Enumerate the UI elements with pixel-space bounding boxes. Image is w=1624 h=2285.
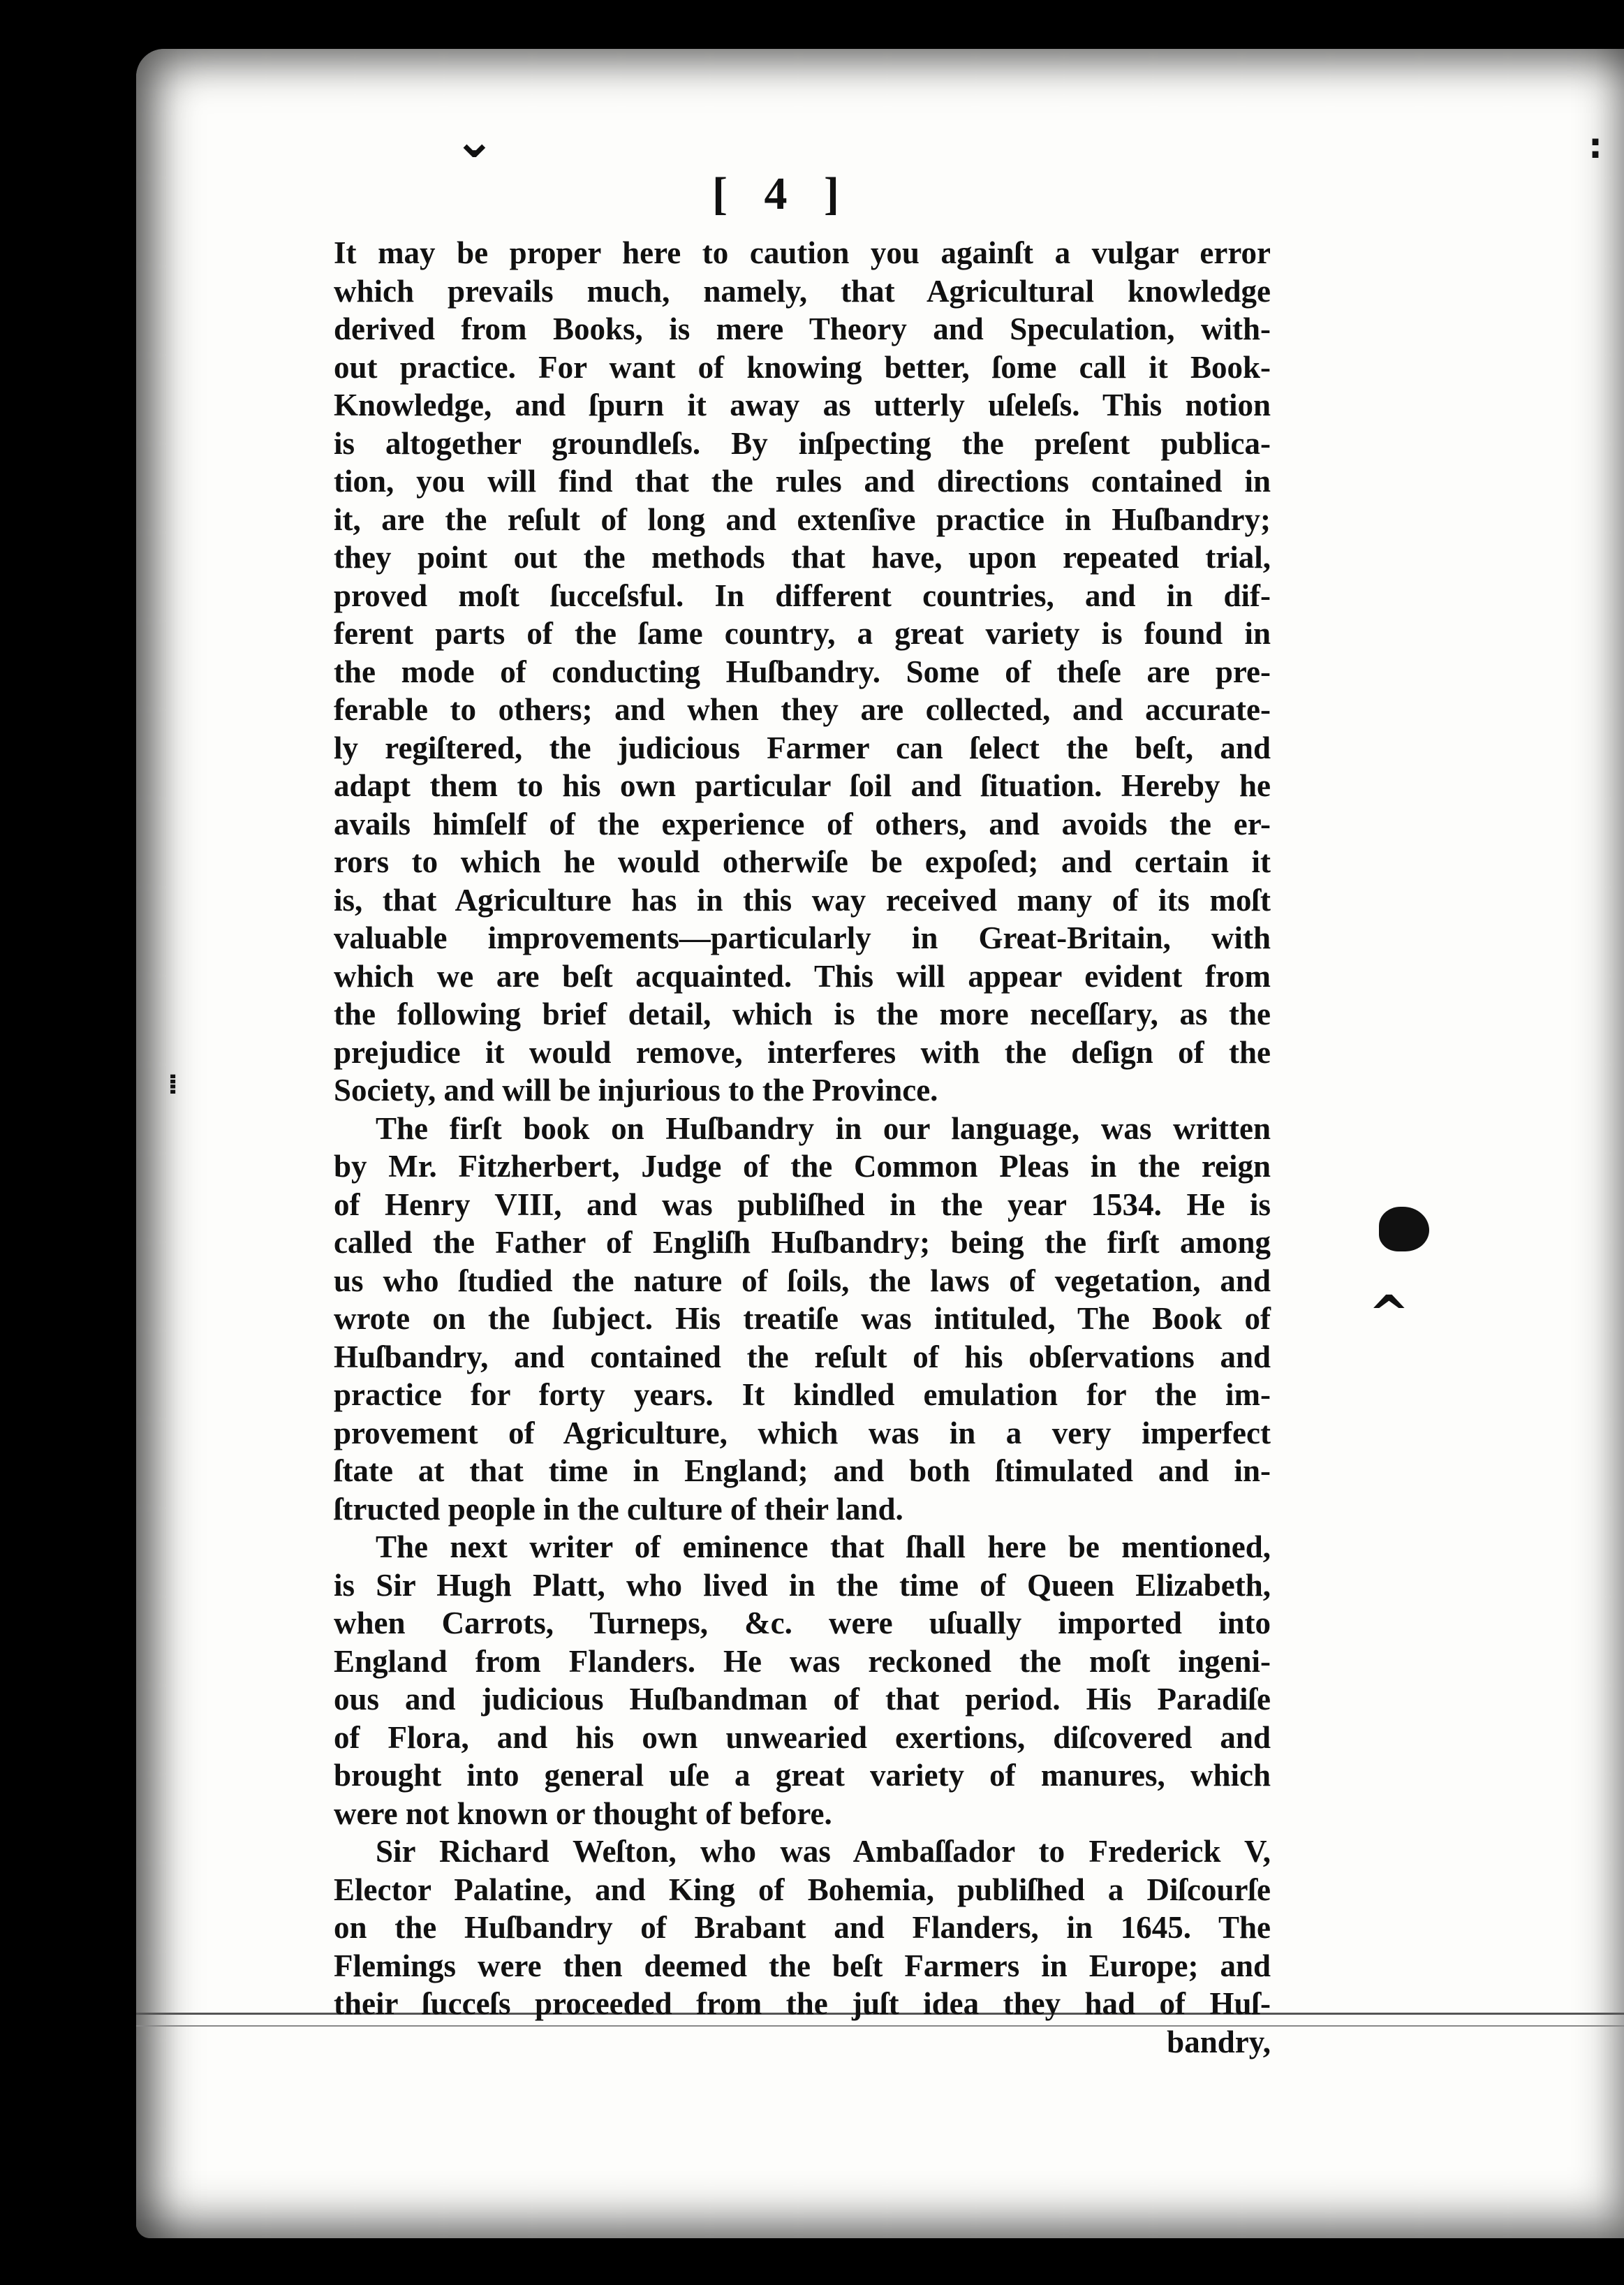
text-line: derived from Books, is mere Theory and Speculation, with- [334, 311, 1271, 346]
ink-blot [1379, 1207, 1429, 1251]
text-line: the following brief detail, which is the more neceſſary, as the [334, 997, 1271, 1031]
text-line: it, are the reſult of long and extenſive practice in Huſbandry; [334, 501, 1271, 537]
text-line: It may be proper here to caution you againſt a vulgar error [334, 235, 1271, 270]
text-line: valuable improvements—particularly in Great-Britain, with [334, 920, 1271, 955]
text-line: practice for forty years. It kindled emulation for the im- [334, 1377, 1271, 1412]
text-line: ſtructed people in the culture of their land. [334, 1491, 903, 1527]
text-line: when Carrots, Turneps, &c. were uſually imported into [334, 1606, 1271, 1640]
text-line: ly regiſtered, the judicious Farmer can ſelect the beſt, and [334, 730, 1271, 765]
text-line: Sir Richard Weſton, who was Ambaſſador to Frederick V, [376, 1834, 1271, 1869]
text-line: by Mr. Fitzherbert, Judge of the Common Pleas in the reign [334, 1149, 1271, 1184]
text-line: is altogether groundleſs. By inſpecting the preſent publica- [334, 425, 1271, 461]
text-line: provement of Agriculture, which was in a very imperfect [334, 1415, 1271, 1450]
text-line: their ſucceſs proceeded from the juſt idea they had of Huſ- [334, 1986, 1271, 2021]
text-line: The next writer of eminence that ſhall here be mentioned, [376, 1529, 1271, 1564]
text-line: which prevails much, namely, that Agricultural knowledge [334, 273, 1271, 309]
text-line: us who ſtudied the nature of ſoils, the laws of vegetation, and [334, 1263, 1271, 1298]
text-line: the mode of conducting Huſbandry. Some of theſe are pre- [334, 654, 1271, 689]
text-line: wrote on the ſubject. His treatiſe was intituled, The Book of [334, 1301, 1271, 1336]
text-line: rors to which he would otherwiſe be expoſed; and certain it [334, 844, 1271, 879]
text-line: is Sir Hugh Platt, who lived in the time of Queen Elizabeth, [334, 1567, 1271, 1603]
text-line: tion, you will find that the rules and directions contained in [334, 464, 1271, 499]
text-line: ſtate at that time in England; and both ſtimulated and in- [334, 1453, 1271, 1488]
text-line: they point out the methods that have, upon repeated trial, [334, 540, 1271, 575]
text-line: prejudice it would remove, interferes with the deſign of the [334, 1034, 1271, 1070]
body-text [334, 234, 1271, 2061]
page-number: [ 4 ] [712, 168, 852, 219]
text-line: of Flora, and his own unwearied exertions, diſcovered and [334, 1719, 1271, 1755]
text-line: ous and judicious Huſbandman of that period. His Paradiſe [334, 1682, 1271, 1717]
text-line: brought into general uſe a great variety of manures, which [334, 1758, 1271, 1793]
ink-mark: ⁞ [168, 1068, 179, 1101]
ink-mark: ⌄ [454, 112, 495, 169]
text-line: called the Father of Engliſh Huſbandry; being the firſt among [334, 1225, 1271, 1260]
catchword: bandry, [1167, 2024, 1271, 2059]
text-line: Elector Palatine, and King of Bohemia, publiſhed a Diſcourſe [334, 1872, 1271, 1907]
ink-mark: : [1588, 126, 1602, 166]
text-line: on the Huſbandry of Brabant and Flanders, in 1645. The [334, 1910, 1271, 1945]
text-line: avails himſelf of the experience of others, and avoids the er- [334, 806, 1271, 842]
text-line: is, that Agriculture has in this way received many of its moſt [334, 882, 1271, 918]
text-line: ferent parts of the ſame country, a great variety is found in [334, 616, 1271, 651]
text-line: Society, and will be injurious to the Province. [334, 1073, 938, 1108]
text-line: Knowledge, and ſpurn it away as utterly uſeleſs. This notion [334, 388, 1271, 423]
text-line: Huſbandry, and contained the reſult of his obſervations and [334, 1339, 1271, 1374]
text-line: out practice. For want of knowing better, ſome call it Book- [334, 349, 1271, 385]
text-line: which we are beſt acquainted. This will appear evident from [334, 958, 1271, 994]
ink-mark: ^ [1368, 1285, 1410, 1342]
text-line: proved moſt ſucceſsful. In different countries, and in dif- [334, 578, 1271, 613]
text-line: England from Flanders. He was reckoned the moſt ingeni- [334, 1643, 1271, 1679]
text-line: ferable to others; and when they are collected, and accurate- [334, 692, 1271, 727]
text-line: Flemings were then deemed the beſt Farmers in Europe; and [334, 1948, 1271, 1983]
text-line: adapt them to his own particular ſoil and ſituation. Hereby he [334, 768, 1271, 803]
text-line: The firſt book on Huſbandry in our language, was written [376, 1110, 1271, 1146]
text-line: of Henry VIII, and was publiſhed in the year 1534. He is [334, 1186, 1271, 1222]
text-line: were not known or thought of before. [334, 1795, 832, 1831]
